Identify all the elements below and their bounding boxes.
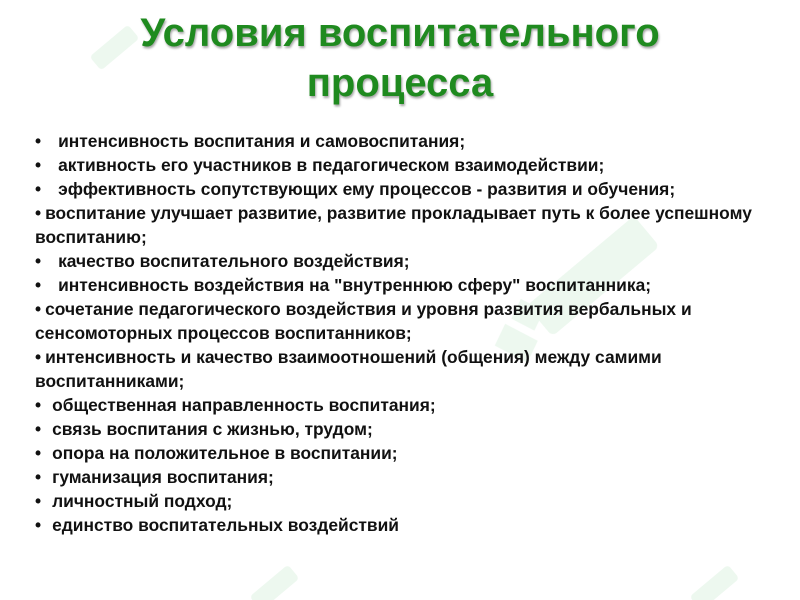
conditions-list	[35, 129, 785, 537]
list-item-text: гуманизация воспитания;	[52, 467, 274, 487]
list-item-text: интенсивность и качество взаимоотношений (общения) между самими воспитанниками;	[35, 347, 662, 391]
list-item-text: сочетание педагогического воздействия и уровня развития вербальных и сенсомоторных процессов воспитанников;	[35, 299, 692, 343]
list-item	[35, 489, 785, 513]
bullet-icon: •	[35, 491, 42, 511]
list-item	[35, 441, 785, 465]
bullet-icon: •	[35, 275, 42, 295]
bullet-icon: •	[35, 419, 42, 439]
bullet-icon: •	[35, 155, 42, 175]
list-item-text: интенсивность воздействия на "внутреннюю сферу" воспитанника;	[58, 275, 652, 295]
slide-title-line-1: Условия воспитательного	[140, 11, 660, 55]
list-item	[35, 417, 785, 441]
list-item-text: единство воспитательных воздействий	[52, 515, 399, 535]
list-item-text: качество воспитательного воздействия;	[58, 251, 410, 271]
list-item-text: связь воспитания с жизнью, трудом;	[52, 419, 373, 439]
list-item	[35, 393, 785, 417]
list-item	[35, 201, 775, 249]
bullet-icon: •	[35, 131, 42, 151]
list-item	[35, 273, 785, 297]
slide-title-line-2: процесса	[306, 61, 494, 105]
list-item-text: эффективность сопутствующих ему процессов - развития и обучения;	[58, 179, 676, 199]
list-item	[35, 153, 785, 177]
list-item	[35, 345, 775, 393]
bullet-icon: •	[35, 179, 42, 199]
list-item	[35, 129, 785, 153]
list-item	[35, 297, 775, 345]
list-item-text: активность его участников в педагогическом взаимодействии;	[58, 155, 605, 175]
slide-title	[0, 8, 800, 108]
list-item-text: личностный подход;	[52, 491, 233, 511]
list-item	[35, 513, 785, 537]
list-item-text: воспитание улучшает развитие, развитие прокладывает путь к более успешному воспитанию;	[35, 203, 752, 247]
bullet-icon: •	[35, 347, 42, 367]
list-item	[35, 249, 785, 273]
bullet-icon: •	[35, 443, 42, 463]
bullet-icon: •	[35, 299, 42, 319]
bullet-icon: •	[35, 467, 42, 487]
list-item-text: общественная направленность воспитания;	[52, 395, 436, 415]
list-item-text: опора на положительное в воспитании;	[52, 443, 398, 463]
list-item-text: интенсивность воспитания и самовоспитания;	[58, 131, 466, 151]
list-item	[35, 465, 785, 489]
bullet-icon: •	[35, 395, 42, 415]
bullet-icon: •	[35, 251, 42, 271]
bullet-icon: •	[35, 515, 42, 535]
bullet-icon: •	[35, 203, 42, 223]
list-item	[35, 177, 785, 201]
